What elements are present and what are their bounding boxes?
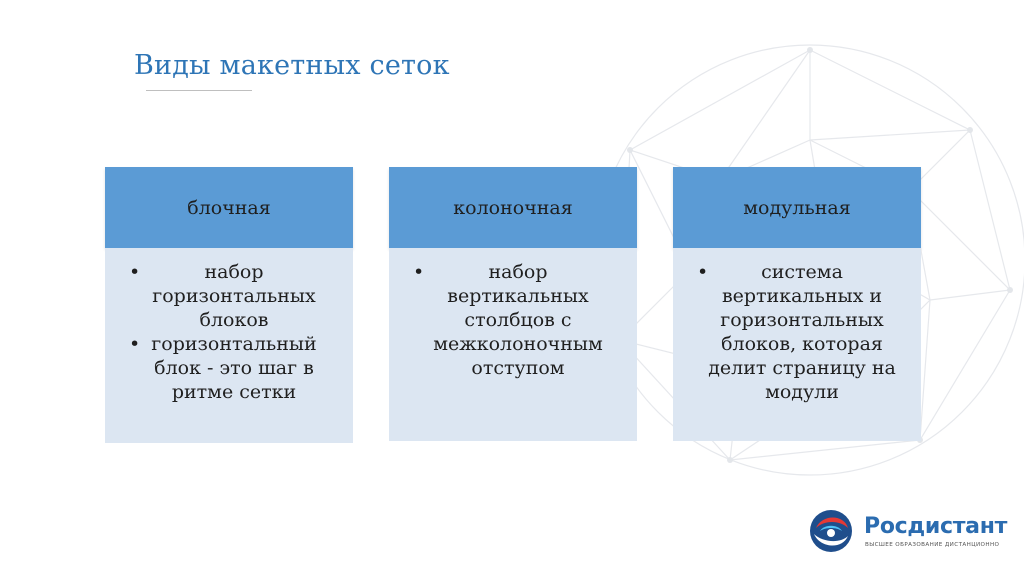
card-body: [673, 248, 921, 441]
card-modular: [673, 167, 921, 441]
brand-logo: [808, 508, 1008, 558]
list-item: • набор горизонтальных блоков: [125, 260, 337, 332]
title-underline: [146, 90, 252, 91]
slide-title: Виды макетных сеток: [134, 50, 450, 81]
card-body: [105, 248, 353, 443]
list-item: • горизонтальный блок - это шаг в ритме сетки: [125, 332, 337, 404]
logo-tagline: ВЫСШЕЕ ОБРАЗОВАНИЕ ДИСТАНЦИОННО: [865, 542, 1000, 548]
card-block: [105, 167, 353, 443]
card-body: [389, 248, 637, 441]
list-item: • набор вертикальных столбцов с межколоночным отступом: [409, 260, 621, 380]
logo-name: Росдистант: [864, 514, 1008, 539]
card-column: [389, 167, 637, 441]
card-header: блочная: [105, 167, 353, 248]
card-header: колоночная: [389, 167, 637, 248]
rosdistant-swirl-icon: [808, 508, 854, 554]
card-header: модульная: [673, 167, 921, 248]
list-item: • система вертикальных и горизонтальных блоков, которая делит страницу на модули: [693, 260, 905, 404]
